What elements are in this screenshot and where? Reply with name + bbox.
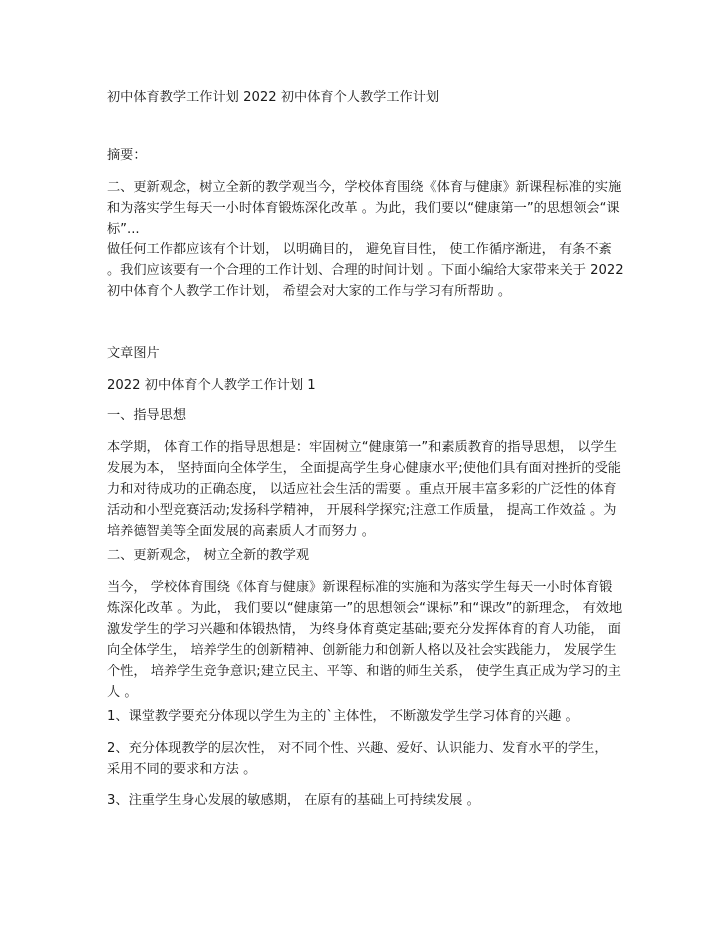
section2-heading: [107, 545, 637, 566]
section1-paragraph: [107, 437, 637, 542]
text-line: 力和对待成功的正确态度， 以适应社会生活的需要 。重点开展丰富多彩的广泛性的体育: [107, 482, 617, 497]
document-title: [107, 87, 637, 108]
image-label: [107, 343, 637, 364]
section1-heading: [107, 405, 637, 426]
text-line: 1、课堂教学要充分体现以学生为主的`主体性， 不断激发学生学习体育的兴趣 。: [107, 709, 579, 724]
text-line: 初中体育个人教学工作计划， 希望会对大家的工作与学习有所帮助 。: [107, 284, 512, 299]
text-line: 和为落实学生每天一小时体育锻炼深化改革 。为此，我们要以“健康第一”的思想领会“课: [107, 201, 620, 216]
text-line: 当今， 学校体育围绕《体育与健康》新课程标准的实施和为落实学生每天一小时体育锻: [107, 580, 613, 595]
text-line: 活动和小型竞赛活动;发扬科学精神， 开展科学探究;注意工作质量， 提高工作效益 。为: [107, 503, 617, 518]
text-line: 人 。: [107, 685, 138, 700]
text-line: 采用不同的要求和方法 。: [107, 762, 257, 777]
section2-paragraph: [107, 577, 637, 703]
point-1: [107, 706, 637, 727]
text-line: 本学期， 体育工作的指导思想是：牢固树立“健康第一”和素质教育的指导思想， 以学生: [107, 440, 617, 455]
point-3: [107, 790, 637, 811]
text-line: 二、更新观念，树立全新的教学观当今，学校体育围绕《体育与健康》新课程标准的实施: [107, 180, 622, 195]
point-2: [107, 738, 637, 780]
abstract-label: [107, 145, 637, 166]
section1-heading-text: 一、指导思想: [107, 408, 187, 423]
abstract-paragraph: [107, 177, 637, 240]
text-line: 个性， 培养学生竞争意识;建立民主、平等、和谐的师生关系， 使学生真正成为学习的主: [107, 664, 621, 679]
image-label-text: 文章图片: [107, 346, 160, 361]
plan-title: [107, 375, 637, 396]
text-line: 3、注重学生身心发展的敏感期， 在原有的基础上可持续发展 。: [107, 793, 480, 808]
text-line: 标”...: [107, 222, 140, 237]
text-line: 激发学生的学习兴趣和体锻热情， 为终身体育奠定基础;要充分发挥体育的育人功能， 面: [107, 622, 621, 637]
plan-title-text: 2022 初中体育个人教学工作计划 1: [107, 378, 316, 393]
text-line: 培养德智美等全面发展的高素质人才而努力 。: [107, 524, 375, 539]
text-line: 炼深化改革 。为此， 我们要以“健康第一”的思想领会“课标”和“课改”的新理念， 有效地: [107, 601, 623, 616]
text-line: 2、充分体现教学的层次性， 对不同个性、兴趣、爱好、认识能力、发育水平的学生，: [107, 741, 608, 756]
text-line: 向全体学生， 培养学生的创新精神、创新能力和创新人格以及社会实践能力， 发展学生: [107, 643, 617, 658]
section2-heading-text: 二、更新观念， 树立全新的教学观: [107, 548, 310, 563]
intro-paragraph: [107, 239, 637, 302]
text-line: 。我们应该要有一个合理的工作计划、合理的时间计划 。下面小编给大家带来关于 2022: [107, 263, 624, 278]
abstract-label-text: 摘要：: [107, 148, 147, 163]
text-line: 做任何工作都应该有个计划， 以明确目的， 避免盲目性， 使工作循序渐进， 有条不紊: [107, 242, 612, 257]
title-line: 初中体育教学工作计划 2022 初中体育个人教学工作计划: [107, 90, 440, 105]
text-line: 发展为本， 坚持面向全体学生， 全面提高学生身心健康水平;使他们具有面对挫折的受能: [107, 461, 621, 476]
